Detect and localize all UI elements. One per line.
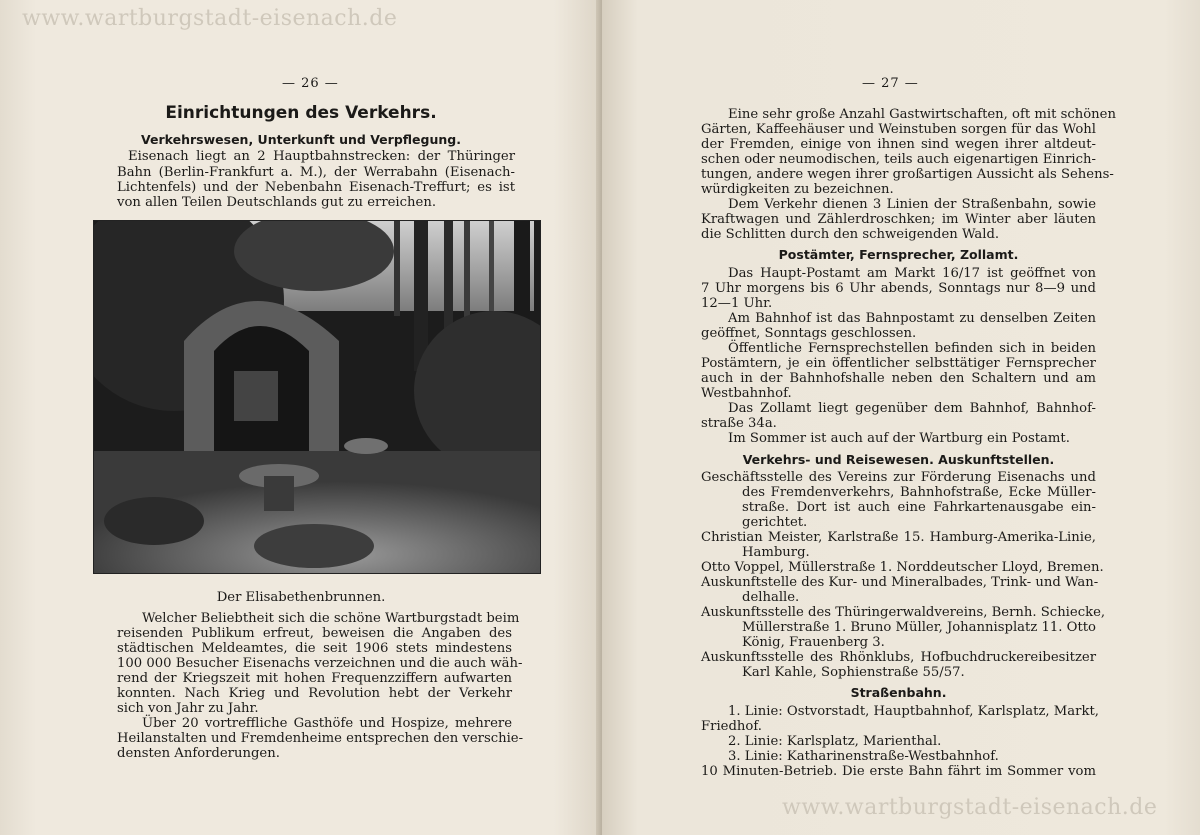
text-line: 2. Linie: Karlsplatz, Marienthal. [728,734,942,749]
section-heading-strassenbahn: Straßenbahn. [850,685,947,700]
text-line: rend der Kriegszeit mit hohen Frequenzziffern aufwarten [117,671,512,686]
text-line: Christian Meister, Karlstraße 15. Hamburg-Amerika-Linie, [701,530,1096,545]
text-line: 100 000 Besucher Eisenachs verzeichnen und die auch wäh- [117,656,523,671]
text-line: Otto Voppel, Müllerstraße 1. Norddeutscher Lloyd, Bremen. [701,560,1104,575]
text-line: Im Sommer ist auch auf der Wartburg ein Postamt. [728,431,1070,446]
text-line: densten Anforderungen. [117,746,280,761]
fountain-grotto-photo [94,221,540,573]
text-line: reisenden Publikum erfreut, beweisen die Angaben des [117,626,512,641]
text-line: städtischen Meldeamtes, die seit 1906 stets mindestens [117,641,512,656]
section-heading-postaemter: Postämter, Fernsprecher, Zollamt. [778,247,1019,262]
watermark-bottom: www.wartburgstadt-eisenach.de [782,795,1158,820]
text-line: von allen Teilen Deutschlands gut zu erreichen. [117,195,437,210]
text-line: sich von Jahr zu Jahr. [117,701,259,716]
watermark-top: www.wartburgstadt-eisenach.de [22,6,398,31]
text-line: Öffentliche Fernsprechstellen befinden sich in beiden [728,341,1096,356]
text-line: des Fremdenverkehrs, Bahnhofstraße, Ecke Müller- [742,485,1096,500]
text-line: Lichtenfels) und der Nebenbahn Eisenach-Treffurt; es ist [117,180,515,195]
text-line: geöffnet, Sonntags geschlossen. [701,326,917,341]
photo-caption: Der Elisabethenbrunnen. [216,590,386,605]
text-line: Das Zollamt liegt gegenüber dem Bahnhof, Bahnhof- [728,401,1096,416]
text-line: Hamburg. [742,545,810,560]
text-line: straße. Dort ist auch eine Fahrkartenausgabe ein- [742,500,1096,515]
text-line: Müllerstraße 1. Bruno Müller, Johannisplatz 11. Otto [742,620,1096,635]
text-line: 3. Linie: Katharinenstraße-Westbahnhof. [728,749,999,764]
text-line: tungen, andere wegen ihrer großartigen Aussicht als Sehens- [701,167,1114,182]
text-line: Das Haupt-Postamt am Markt 16/17 ist geöffnet von [728,266,1096,281]
text-line: Friedhof. [701,719,762,734]
text-line: die Schlitten durch den schweigenden Wald. [701,227,1000,242]
text-line: delhalle. [742,590,800,605]
text-line: König, Frauenberg 3. [742,635,885,650]
text-line: Bahn (Berlin-Frankfurt a. M.), der Werrabahn (Eisenach- [117,165,515,180]
text-line: Dem Verkehr dienen 3 Linien der Straßenbahn, sowie [728,197,1096,212]
page-title: Einrichtungen des Verkehrs. [165,103,437,123]
text-line: würdigkeiten zu bezeichnen. [701,182,894,197]
text-line: 1. Linie: Ostvorstadt, Hauptbahnhof, Karlsplatz, Markt, [728,704,1099,719]
text-line: Auskunftsstelle des Thüringerwaldvereins, Bernh. Schiecke, [701,605,1106,620]
text-line: 10 Minuten-Betrieb. Die erste Bahn fährt im Sommer vom [701,764,1096,779]
text-line: gerichtet. [742,515,808,530]
text-line: Welcher Beliebtheit sich die schöne Wartburgstadt beim [142,611,520,626]
text-line: schen oder neumodischen, teils auch eigenartigen Einrich- [701,152,1096,167]
text-line: Über 20 vortreffliche Gasthöfe und Hospize, mehrere [142,716,512,731]
text-line: Heilanstalten und Fremdenheime entsprechen den verschie- [117,731,524,746]
text-line: Auskunftsstelle des Rhönklubs, Hofbuchdruckereibesitzer [701,650,1096,665]
text-line: Kraftwagen und Zählerdroschken; im Winter aber läuten [701,212,1096,227]
text-line: Auskunftstelle des Kur- und Mineralbades, Trink- und Wan- [701,575,1099,590]
section-heading-verkehrswesen: Verkehrswesen, Unterkunft und Verpflegung. [141,132,461,147]
page-number-right: — 27 — [862,76,919,91]
right-page [602,0,1200,835]
section-heading-auskunftstellen: Verkehrs- und Reisewesen. Auskunftstellen. [742,452,1055,467]
text-line: straße 34a. [701,416,777,431]
page-number-left: — 26 — [282,76,339,91]
text-line: Karl Kahle, Sophienstraße 55/57. [742,665,965,680]
photo-elisabethenbrunnen [93,220,541,574]
text-line: Eisenach liegt an 2 Hauptbahnstrecken: der Thüringer [128,149,515,164]
text-line: Eine sehr große Anzahl Gastwirtschaften, oft mit schönen [728,107,1116,122]
text-line: Postämtern, je ein öffentlicher selbsttätiger Fernsprecher [701,356,1096,371]
text-line: Am Bahnhof ist das Bahnpostamt zu denselben Zeiten [728,311,1096,326]
text-line: auch in der Bahnhofshalle neben den Schaltern und am [701,371,1096,386]
text-line: Geschäftsstelle des Vereins zur Förderung Eisenachs und [701,470,1096,485]
text-line: konnten. Nach Krieg und Revolution hebt der Verkehr [117,686,512,701]
text-line: 12—1 Uhr. [701,296,773,311]
text-line: Gärten, Kaffeehäuser und Weinstuben sorgen für das Wohl [701,122,1096,137]
text-line: der Fremden, einige von ihnen sind wegen ihrer altdeut- [701,137,1096,152]
text-line: 7 Uhr morgens bis 6 Uhr abends, Sonntags nur 8—9 und [701,281,1096,296]
text-line: Westbahnhof. [701,386,792,401]
